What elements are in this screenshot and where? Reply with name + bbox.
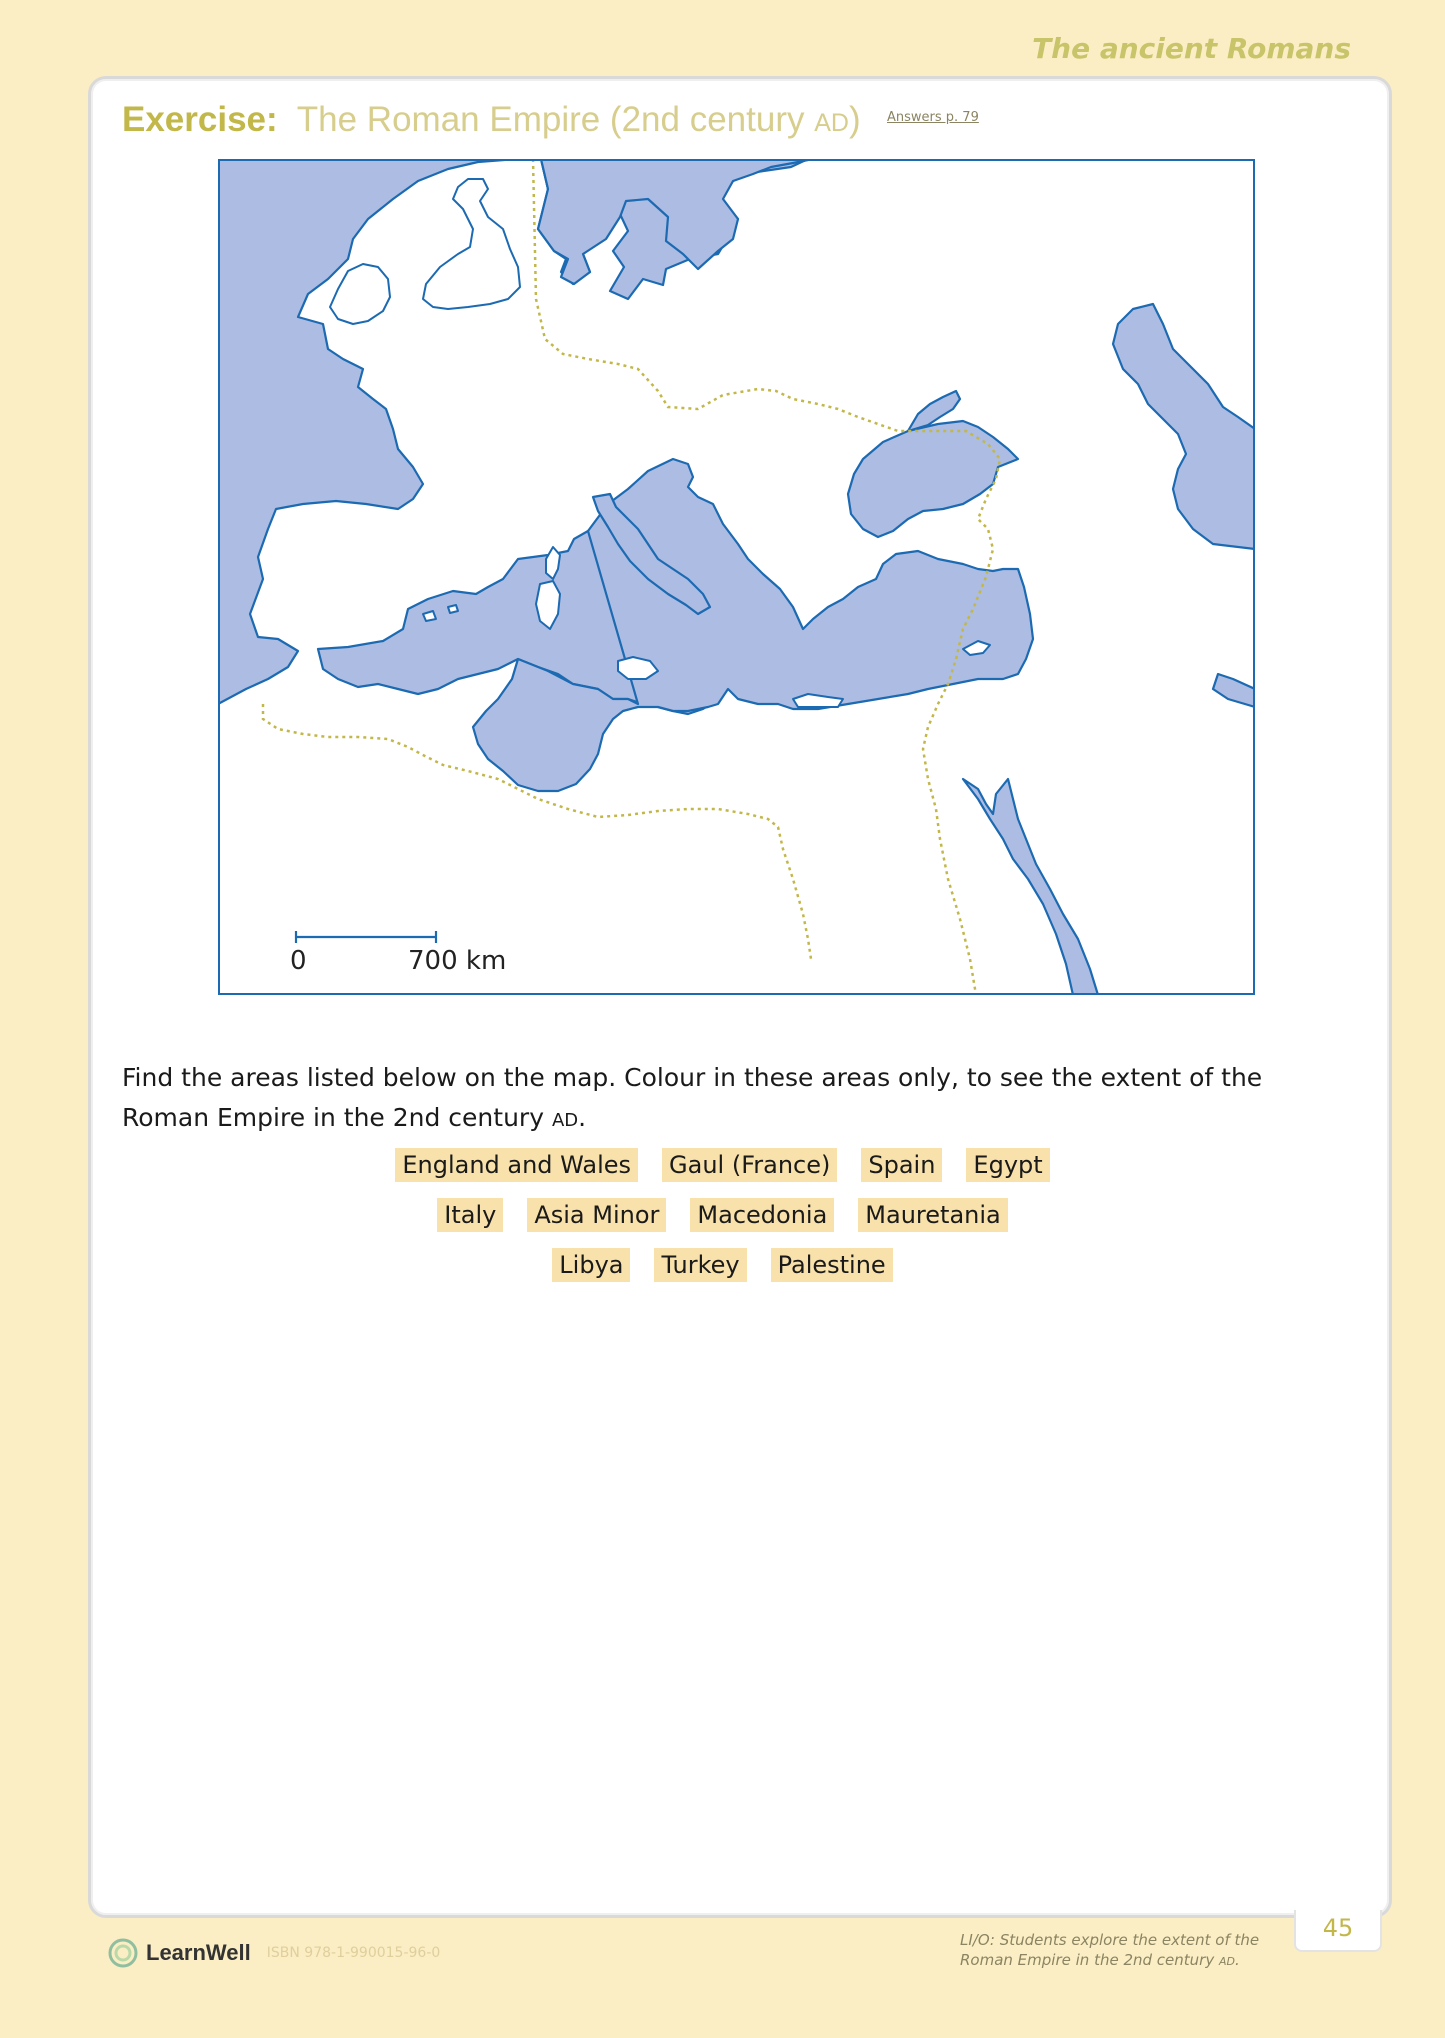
lio-end: . [1234, 1951, 1240, 1969]
area-tag-row-1 [0, 1148, 1445, 1182]
area-tag: England and Wales [395, 1148, 638, 1182]
roman-empire-map [218, 159, 1255, 995]
area-tag: Egypt [966, 1148, 1049, 1182]
area-tag: Macedonia [690, 1198, 834, 1232]
instructions-text: Find the areas listed below on the map. Colour in these areas only, to see the extent of the Roman Empire in the 2nd century [122, 1063, 1263, 1132]
exercise-label: Exercise: [122, 100, 278, 139]
instructions-era: AD [551, 1110, 579, 1131]
section-title: The ancient Romans [1032, 32, 1351, 65]
area-tag: Libya [552, 1248, 630, 1282]
area-tag-row-3 [0, 1248, 1445, 1282]
scale-end-label: 700 km [408, 946, 507, 976]
area-tag: Italy [437, 1198, 503, 1232]
area-tag: Spain [861, 1148, 942, 1182]
exercise-title-close: ) [848, 100, 861, 139]
lio-text: LI/O: Students explore the extent of the Roman Empire in the 2nd century [960, 1931, 1260, 1969]
area-tag: Palestine [771, 1248, 893, 1282]
exercise-title-text: The Roman Empire (2nd century [296, 100, 805, 139]
isbn: ISBN 978-1-990015-96-0 [266, 1945, 441, 1961]
instructions [122, 1058, 1342, 1141]
area-tag: Gaul (France) [662, 1148, 837, 1182]
area-tag: Mauretania [858, 1198, 1007, 1232]
learning-objective [960, 1930, 1280, 1972]
footer-brand [108, 1938, 440, 1968]
area-tag: Asia Minor [527, 1198, 666, 1232]
exercise-title-era: AD [814, 109, 849, 137]
brand-name: LearnWell [146, 1940, 251, 1965]
area-tag: Turkey [654, 1248, 746, 1282]
instructions-end: . [578, 1103, 587, 1132]
answers-link[interactable]: Answers p. 79 [887, 110, 979, 125]
page-number: 45 [1294, 1910, 1382, 1952]
area-tag-row-2 [0, 1198, 1445, 1232]
exercise-title [122, 100, 861, 140]
lio-era: AD [1218, 1955, 1235, 1968]
scale-start-label: 0 [290, 946, 307, 976]
learnwell-logo-icon [108, 1938, 138, 1968]
